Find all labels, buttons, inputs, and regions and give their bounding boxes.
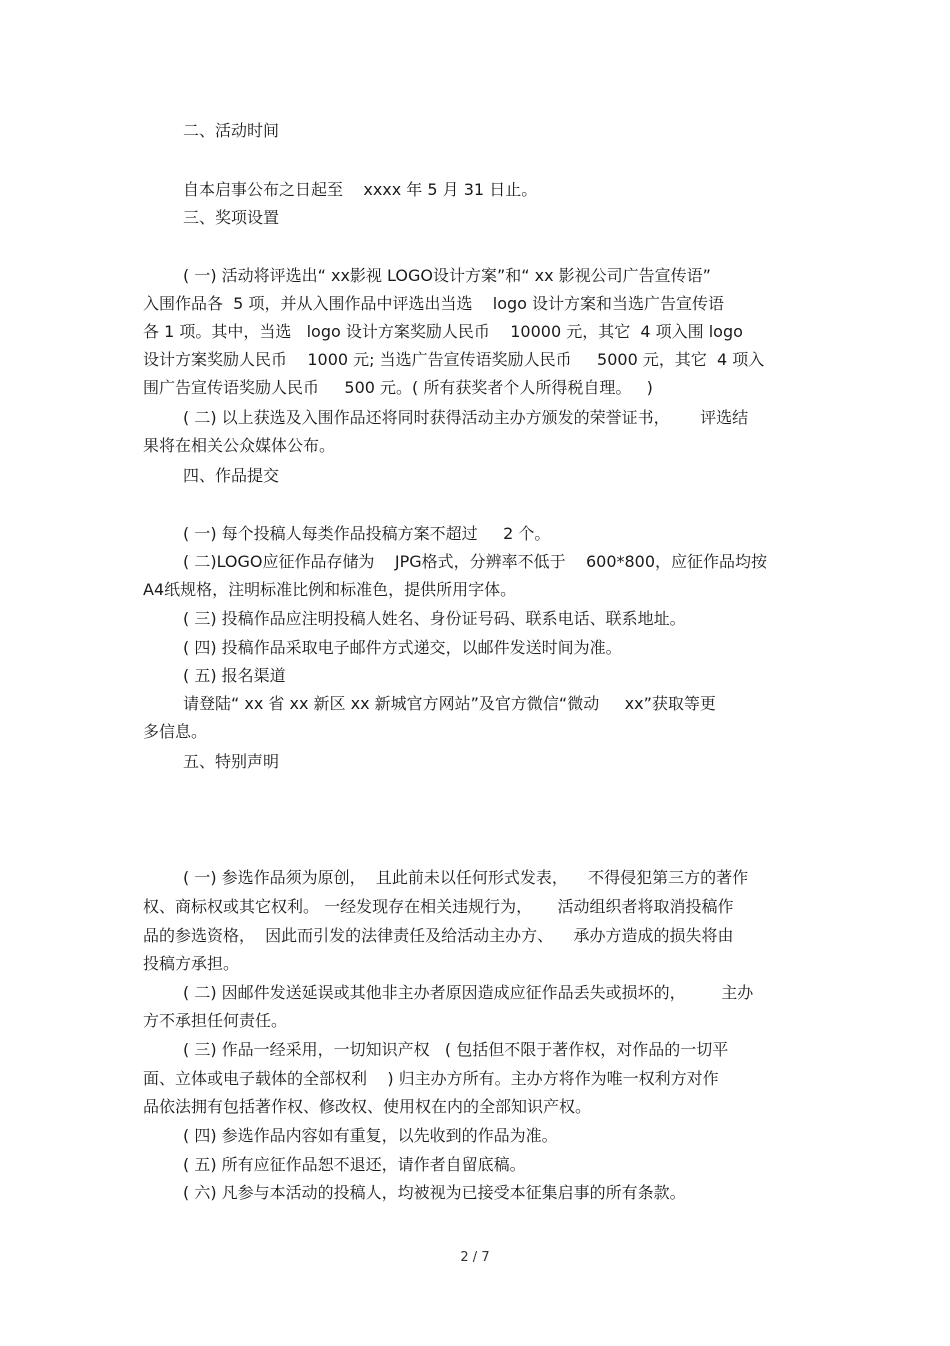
paragraph-line: 设计方案奖励人民币 1000 元; 当选广告宣传语奖励人民币 5000 元，其它 4 项入 xyxy=(143,350,765,369)
paragraph-line: 权、商标权或其它权利。 一经发现存在相关违规行为， 活动组织者将取消投稿作 xyxy=(143,897,734,916)
paragraph-line: 请登陆“ xx 省 xx 新区 xx 新城官方网站”及官方微信“微动 xx”获取等更 xyxy=(183,694,716,713)
paragraph-line: 入围作品各 5 项，并从入围作品中评选出当选 logo 设计方案和当选广告宣传语 xyxy=(143,294,725,313)
heading-awards: 三、奖项设置 xyxy=(183,208,280,227)
paragraph-line: 品依法拥有包括著作权、修改权、使用权在内的全部知识产权。 xyxy=(143,1097,592,1116)
paragraph-line: A4纸规格，注明标准比例和标准色，提供所用字体。 xyxy=(143,580,517,599)
heading-activity-time: 二、活动时间 xyxy=(183,121,280,140)
paragraph-line: 自本启事公布之日起至 xxxx 年 5 月 31 日止。 xyxy=(183,180,538,199)
paragraph-line: ( 二) 以上获选及入围作品还将同时获得活动主办方颁发的荣誉证书， 评选结 xyxy=(183,408,749,427)
paragraph-line: ( 五) 所有应征作品恕不退还，请作者自留底稿。 xyxy=(183,1155,526,1174)
paragraph-line: 果将在相关公众媒体公布。 xyxy=(143,436,336,455)
paragraph-line: ( 二) 因邮件发送延误或其他非主办者原因造成应征作品丢失或损坏的， 主办 xyxy=(183,983,754,1002)
paragraph-line: ( 一) 每个投稿人每类作品投稿方案不超过 2 个。 xyxy=(183,524,551,543)
page-number: 2 / 7 xyxy=(460,1250,490,1265)
paragraph-line: ( 三) 作品一经采用，一切知识产权 ( 包括但不限于著作权，对作品的一切平 xyxy=(183,1040,729,1059)
paragraph-line: 多信息。 xyxy=(143,722,208,741)
paragraph-line: ( 六) 凡参与本活动的投稿人，均被视为已接受本征集启事的所有条款。 xyxy=(183,1183,686,1202)
heading-submission: 四、作品提交 xyxy=(183,466,280,485)
paragraph-line: 围广告宣传语奖励人民币 500 元。( 所有获奖者个人所得税自理。 ) xyxy=(143,378,653,397)
paragraph-line: ( 二)LOGO应征作品存储为 JPG格式，分辨率不低于 600*800，应征作品均按 xyxy=(183,552,768,571)
paragraph-line: ( 一) 参选作品须为原创， 且此前未以任何形式发表， 不得侵犯第三方的著作 xyxy=(183,868,749,887)
paragraph-line: 各 1 项。其中，当选 logo 设计方案奖励人民币 10000 元，其它 4 项入围 logo xyxy=(143,322,743,341)
paragraph-line: ( 四) 投稿作品采取电子邮件方式递交，以邮件发送时间为准。 xyxy=(183,638,622,657)
heading-special-statement: 五、特别声明 xyxy=(183,752,280,771)
paragraph-line: 投稿方承担。 xyxy=(143,954,240,973)
paragraph-line: ( 三) 投稿作品应注明投稿人姓名、身份证号码、联系电话、联系地址。 xyxy=(183,609,686,628)
paragraph-line: ( 一) 活动将评选出“ xx影视 LOGO设计方案”和“ xx 影视公司广告宣传语” xyxy=(183,266,711,285)
paragraph-line: ( 五) 报名渠道 xyxy=(183,666,286,685)
paragraph-line: ( 四) 参选作品内容如有重复，以先收到的作品为准。 xyxy=(183,1126,558,1145)
paragraph-line: 方不承担任何责任。 xyxy=(143,1011,288,1030)
paragraph-line: 品的参选资格， 因此而引发的法律责任及给活动主办方、 承办方造成的损失将由 xyxy=(143,926,734,945)
paragraph-line: 面、立体或电子载体的全部权利 ) 归主办方所有。主办方将作为唯一权利方对作 xyxy=(143,1069,719,1088)
